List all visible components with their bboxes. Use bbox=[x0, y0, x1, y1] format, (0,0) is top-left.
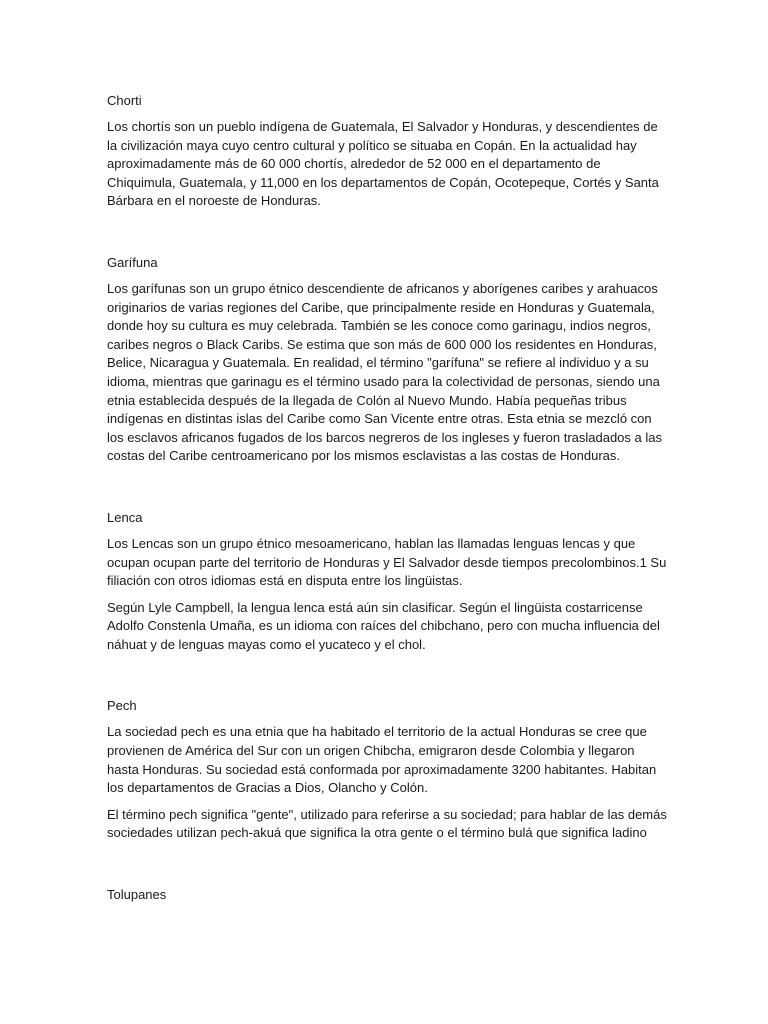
section-tolupanes bbox=[107, 885, 667, 904]
section-pech bbox=[107, 696, 667, 843]
section-paragraph: Los garífunas son un grupo étnico descendiente de africanos y aborígenes caribes y arahuacos originarios de varias regiones del Caribe, que principalmente reside en Honduras y Guatemala, donde hoy su cultura es muy celebrada. También se les conoce como garinagu, indios negros, caribes negros o Black Caribs. Se estima que son más de 600 000 los residentes en Honduras, Belice, Nicaragua y Guatemala. En realidad, el término "garífuna" se refiere al individuo y a su idioma, mientras que garinagu es el término usado para la colectividad de personas, siendo una etnia establecida después de la llegada de Colón al Nuevo Mundo. Había pequeñas tribus indígenas en distintas islas del Caribe como San Vicente entre otras. Esta etnia se mezcló con los esclavos africanos fugados de los barcos negreros de los ingleses y fueron trasladados a las costas del Caribe centroamericano por los mismos esclavistas a las costas de Honduras. bbox=[107, 280, 662, 464]
section-paragraph: Los chortís son un pueblo indígena de Guatemala, El Salvador y Honduras, y descendientes de la civilización maya cuyo centro cultural y político se situaba en Copán. En la actualidad hay aproximadamente más de 60 000 chortís, alrededor de 52 000 en el departamento de Chiquimula, Guatemala, y 11,000 en los departamentos de Copán, Ocotepeque, Cortés y Santa Bárbara en el noroeste de Honduras. bbox=[107, 119, 659, 209]
section-heading: Chorti bbox=[107, 93, 142, 108]
section-heading: Pech bbox=[107, 698, 137, 714]
section-paragraph: La sociedad pech es una etnia que ha habitado el territorio de la actual Honduras se cree que provienen de América del Sur con un origen Chibcha, emigraron desde Colombia y llegaron hasta Honduras. Su sociedad está conformada por aproximadamente 3200 habitantes. Habitan los departamentos de Gracias a Dios, Olancho y Colón. bbox=[107, 724, 657, 796]
section-heading: Garífuna bbox=[107, 254, 158, 270]
section-chorti bbox=[107, 91, 667, 211]
section-heading: Tolupanes bbox=[107, 887, 167, 903]
section-heading: Lenca bbox=[107, 509, 143, 525]
section-garifuna bbox=[107, 253, 667, 466]
section-lenca bbox=[107, 508, 667, 655]
section-paragraph: Los Lencas son un grupo étnico mesoamericano, hablan las llamadas lenguas lencas y que ocupan ocupan parte del territorio de Honduras y El Salvador desde tiempos precolombinos.1 Su filiación con otros idiomas está en disputa entre los lingüistas. bbox=[107, 535, 667, 589]
section-paragraph: Según Lyle Campbell, la lengua lenca está aún sin clasificar. Según el lingüista costarricense Adolfo Constenla Umaña, es un idioma con raíces del chibchano, pero con mucha influencia del náhuat y de lenguas mayas como el yucateco y el chol. bbox=[107, 599, 660, 652]
document-content bbox=[107, 91, 667, 904]
section-paragraph: El término pech significa "gente", utilizado para referirse a su sociedad; para hablar de las demás sociedades utilizan pech-akuá que significa la otra gente o el término bulá que significa ladino bbox=[107, 806, 667, 841]
